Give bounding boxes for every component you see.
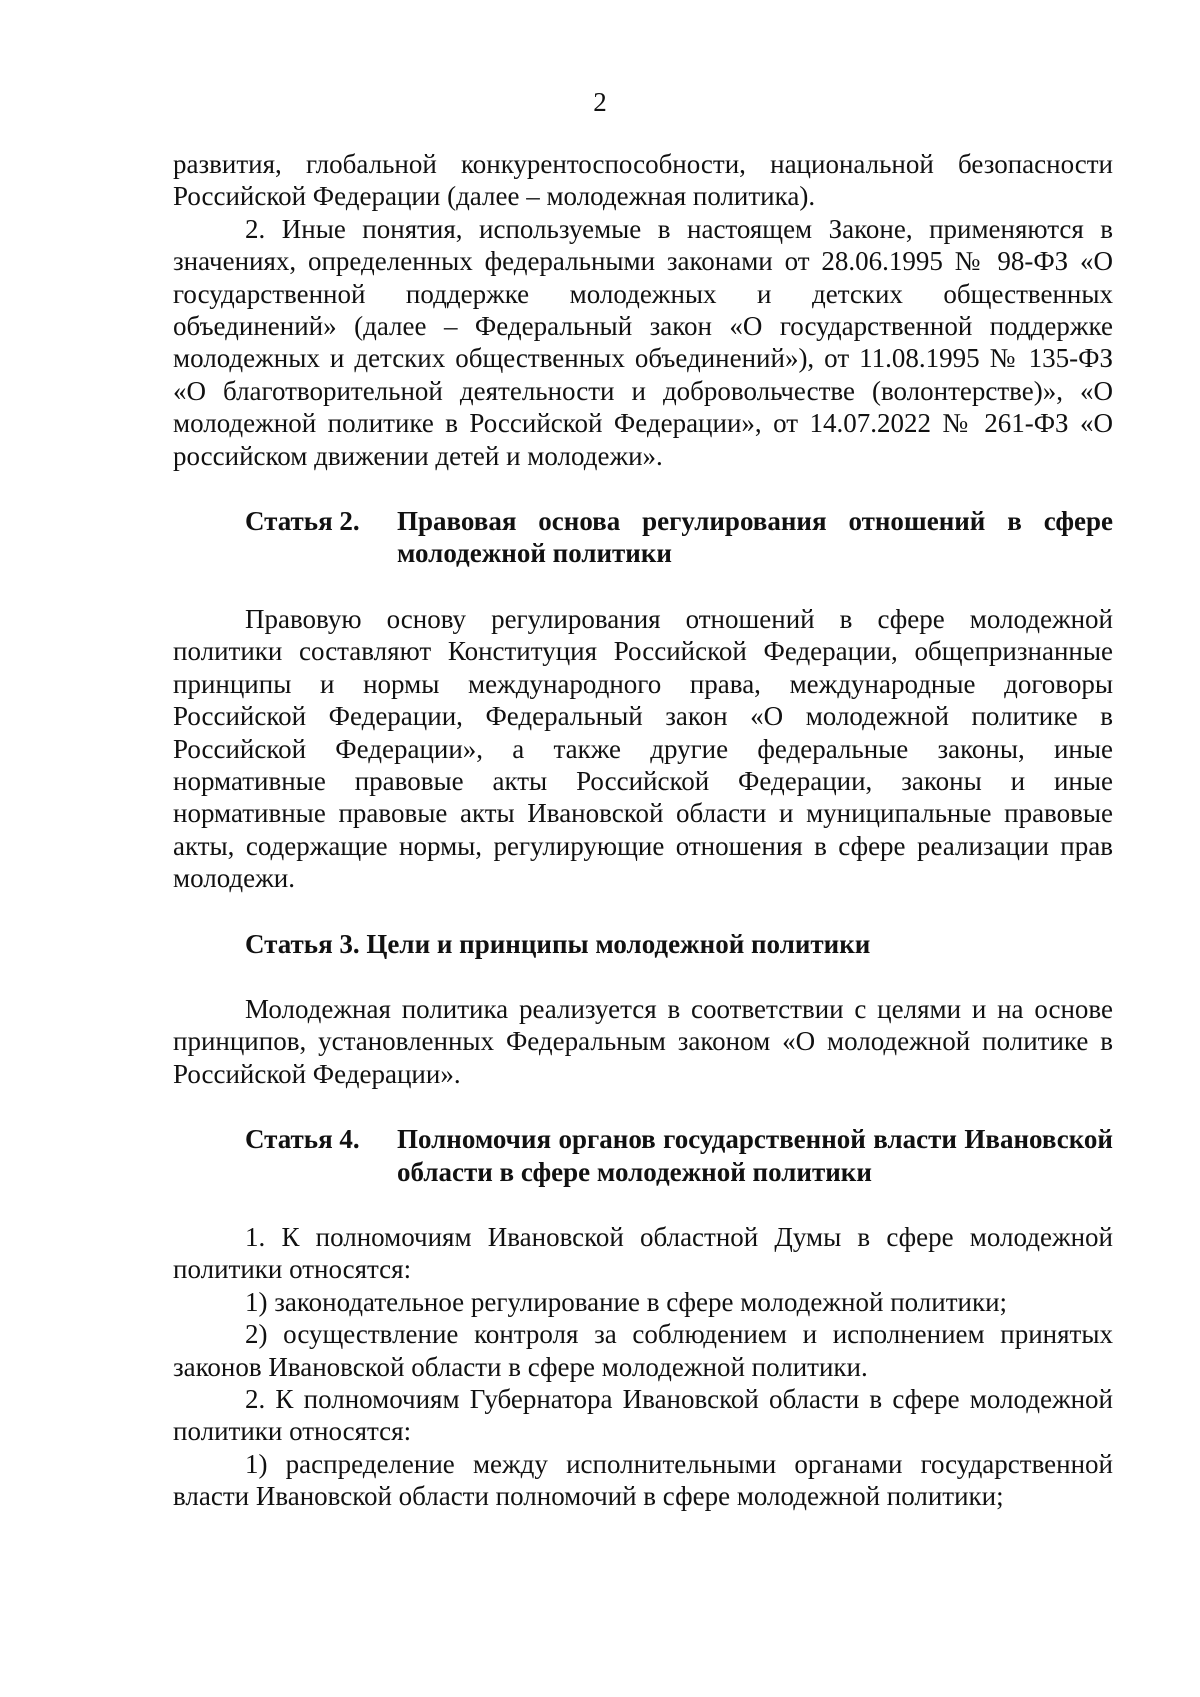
paragraph: Молодежная политика реализуется в соответствии с целями и на основе принципов, установленных Федеральным законом «О молодежной политике в Российской Федерации».	[173, 993, 1113, 1089]
paragraph: 1. К полномочиям Ивановской областной Думы в сфере молодежной политики относятся:	[173, 1221, 1113, 1285]
paragraph: 2) осуществление контроля за соблюдением и исполнением принятых законов Ивановской области в сфере молодежной политики.	[173, 1319, 1113, 1382]
paragraph: 2. К полномочиям Губернатора Ивановской области в сфере молодежной политики относятся:	[173, 1384, 1113, 1447]
article-title: Полномочия органов государственной власти Ивановской области в сфере молодежной политики	[397, 1124, 1113, 1187]
article-3-heading: Статья 3. Цели и принципы молодежной политики	[245, 928, 871, 959]
paragraph: Правовую основу регулирования отношений в сфере молодежной политики составляют Конституция Российской Федерации, общепризнанные принципы и нормы международного права, международные договоры Российской Федерации, Федеральный закон «О молодежной политике в Российской Федерации», а также другие федеральные законы, иные нормативные правовые акты Российской Федерации, законы и иные нормативные правовые акты Ивановской области и муниципальные правовые акты, содержащие нормы, регулирующие отношения в сфере реализации прав молодежи.	[173, 603, 1113, 894]
paragraph: 1) распределение между исполнительными органами государственной власти Ивановской области полномочий в сфере молодежной политики;	[173, 1448, 1113, 1512]
document-body	[173, 148, 1113, 1513]
article-title: Правовая основа регулирования отношений в сфере молодежной политики	[397, 506, 1113, 569]
paragraph: 2. Иные понятия, используемые в настоящем Законе, применяются в значениях, определенных федеральными законами от 28.06.1995 № 98-ФЗ «О государственной поддержке молодежных и детских общественных объединений» (далее – Федеральный закон «О государственной поддержке молодежных и детских общественных объединений»), от 11.08.1995 № 135-ФЗ «О благотворительной деятельности и добровольчестве (волонтерстве)», «О молодежной политике в Российской Федерации», от 14.07.2022 № 261-ФЗ «О российском движении детей и молодежи».	[173, 213, 1113, 471]
article-number: Статья 2.	[245, 506, 360, 537]
paragraph: 1) законодательное регулирование в сфере молодежной политики;	[245, 1286, 1008, 1317]
article-2-heading	[245, 505, 1113, 570]
article-number: Статья 4.	[245, 1124, 360, 1155]
article-4-heading	[245, 1123, 1113, 1188]
page-number: 2	[593, 87, 607, 117]
paragraph: развития, глобальной конкурентоспособности, национальной безопасности Российской Федерации (далее – молодежная политика).	[173, 149, 1113, 212]
